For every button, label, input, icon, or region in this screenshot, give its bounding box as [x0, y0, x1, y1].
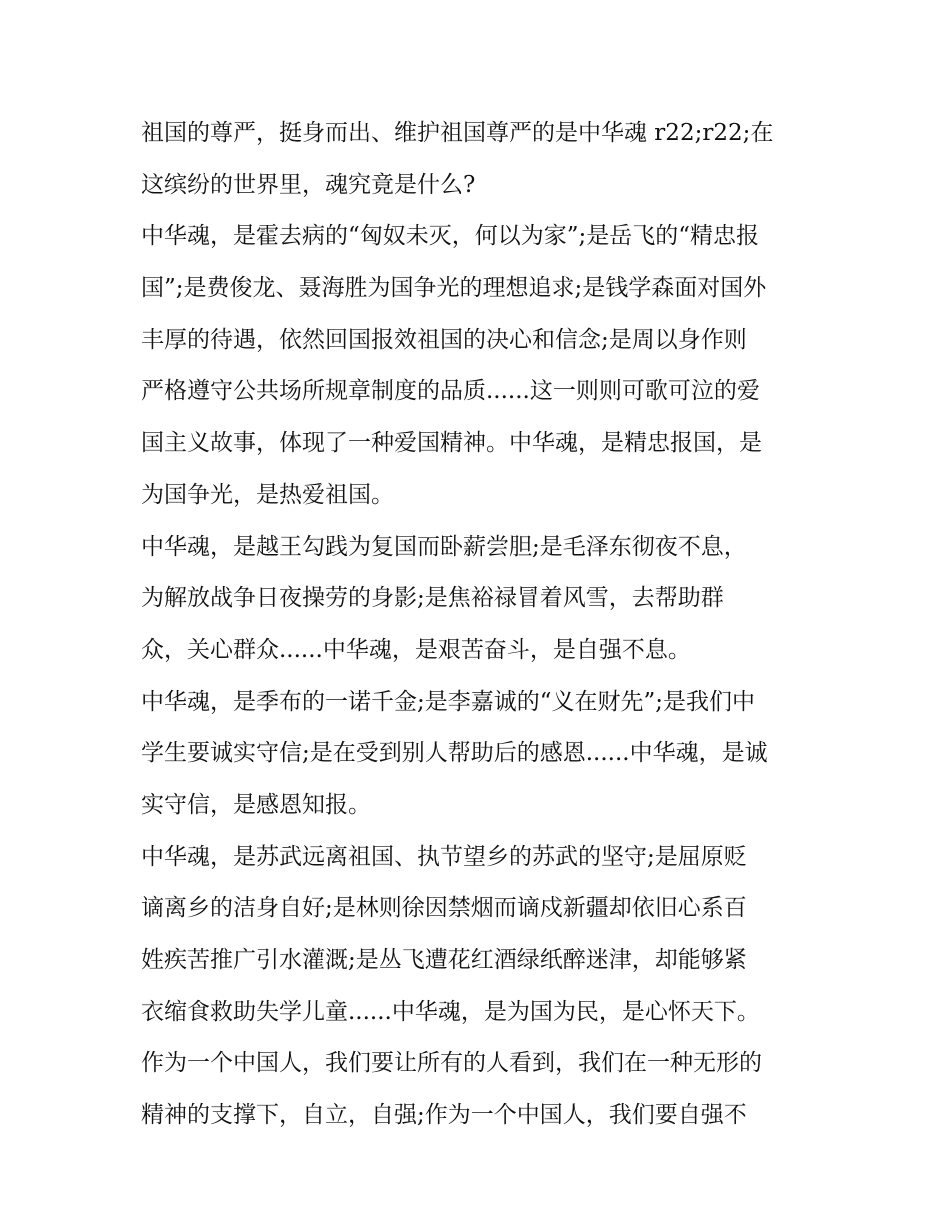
text-line: 丰厚的待遇，依然回国报效祖国的决心和信念;是周以身作则	[141, 326, 747, 353]
text-line: 作为一个中国人，我们要让所有的人看到，我们在一种无形的	[141, 1050, 762, 1077]
text-line: 为国争光，是热爱祖国。	[141, 481, 394, 508]
text-line: 众，关心群众......中华魂，是艰苦奋斗，是自强不息。	[141, 636, 691, 663]
text-line: 姓疾苦推广引水灌溉;是丛飞遭花红酒绿纸醉迷津，却能够紧	[141, 947, 747, 973]
text-line: 中华魂，是苏武远离祖国、执节望乡的苏武的坚守;是屈原贬	[141, 843, 747, 870]
text-line: 严格遵守公共场所规章制度的品质......这一则则可歌可泣的爱	[141, 378, 760, 405]
text-line: 这缤纷的世界里，魂究竟是什么?	[141, 171, 476, 198]
text-line: 中华魂，是越王勾践为复国而卧薪尝胆;是毛泽东彻夜不息，	[141, 533, 747, 560]
text-line: 中华魂，是霍去病的“匈奴未灭，何以为家”;是岳飞的“精忠报	[141, 223, 760, 250]
text-line: 中华魂，是季布的一诺千金;是李嘉诚的“义在财先”;是我们中	[141, 688, 756, 715]
text-line: 国主义故事，体现了一种爱国精神。中华魂，是精忠报国，是	[141, 430, 762, 457]
text-line: 衣缩食救助失学儿童......中华魂，是为国为民，是心怀天下。	[141, 998, 760, 1025]
text-line: 精神的支撑下，自立，自强;作为一个中国人，我们要自强不	[141, 1102, 747, 1129]
text-line: 为解放战争日夜操劳的身影;是焦裕禄冒着风雪，去帮助群	[141, 585, 724, 612]
text-line: 谪离乡的洁身自好;是林则徐因禁烟而谪戍新疆却依旧心系百	[141, 895, 747, 922]
text-line: 学生要诚实守信;是在受到别人帮助后的感恩......中华魂，是诚	[141, 740, 768, 767]
document-body	[141, 108, 821, 1142]
text-line: 祖国的尊严，挺身而出、维护祖国尊严的是中华魂 r22;r22;在	[141, 120, 774, 146]
text-line: 国”;是费俊龙、聂海胜为国争光的理想追求;是钱学森面对国外	[141, 275, 767, 302]
text-line: 实守信，是感恩知报。	[141, 791, 371, 818]
